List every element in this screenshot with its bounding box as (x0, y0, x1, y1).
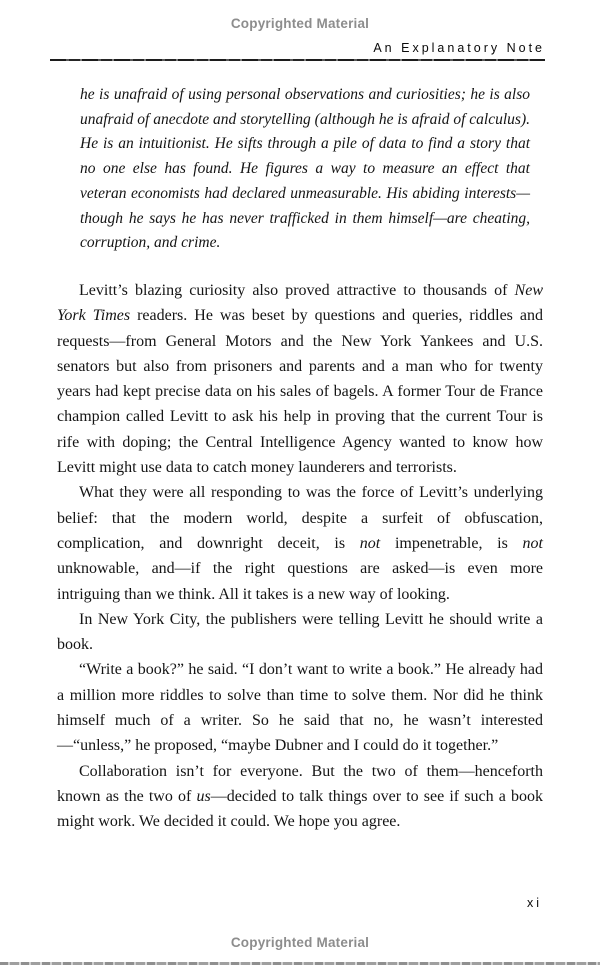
paragraph (57, 607, 543, 658)
text-run: impenetrable, is (380, 534, 523, 552)
paragraph (57, 480, 543, 606)
text-run: What they were all responding to was the force of Levitt’s underlying belief: that the modern world, despite a surfeit of obfuscation, complication, and downright deceit, is (57, 484, 543, 552)
epigraph: he is unafraid of using personal observations and curiosities; he is also unafraid of anecdote and storytelling (although he is afraid of calculus). He is an intuitionist. He sifts through a pile of data to find a story that no one else has found. He figures a way to measure an effect that veteran economists had declared unmeasurable. His abiding interests—though he says he has never trafficked in them himself—are cheating, corruption, and crime. (80, 86, 530, 252)
text-run: Collaboration isn’t for everyone. But the two of them—henceforth known as the two of (57, 762, 543, 805)
italic-text: not (359, 534, 381, 552)
text-run: unknowable, and—if the right questions are asked—is even more intriguing than we think. All it takes is a new way of looking. (57, 560, 543, 603)
body-text (57, 278, 543, 835)
text-run: —decided to talk things over to see if such a book might work. We decided it could. We hope you agree. (57, 787, 544, 831)
running-header-title: An Explanatory Note (373, 41, 545, 55)
page-number: xi (526, 896, 542, 910)
paragraph (57, 278, 543, 480)
text-run: In New York City, the publishers were telling Levitt he should write a book. (57, 610, 543, 654)
copyright-watermark-top: Copyrighted Material (230, 16, 370, 31)
paragraph (57, 657, 543, 758)
text-run: “Write a book?” he said. “I don’t want to write a book.” He already had a million more riddles to solve than time to solve them. Nor did he think himself much of a writer. So he said that no, he wasn’t interested—“unless,” he proposed, “maybe Dubner and I could do it together.” (57, 661, 543, 755)
text-run: Levitt’s blazing curiosity also proved attractive to thousands of (79, 282, 515, 299)
paragraph (57, 759, 543, 835)
header-rule (50, 59, 545, 61)
text-run: readers. He was beset by questions and queries, riddles and requests—from General Motors and the New York Yankees and U.S. senators but also from prisoners and parents and a man who for twenty years had kept precise data on his sales of bagels. A former Tour de France champion called Levitt to ask his help in proving that the current Tour is rife with doping; the Central Intelligence Agency wanted to know how Levitt might use data to catch money launderers and terrorists. (57, 307, 543, 477)
scan-edge-bottom (0, 962, 600, 965)
italic-text: us (196, 787, 211, 805)
copyright-watermark-bottom: Copyrighted Material (230, 935, 370, 950)
italic-text: New York Times (57, 282, 543, 325)
italic-text: not (522, 534, 543, 552)
